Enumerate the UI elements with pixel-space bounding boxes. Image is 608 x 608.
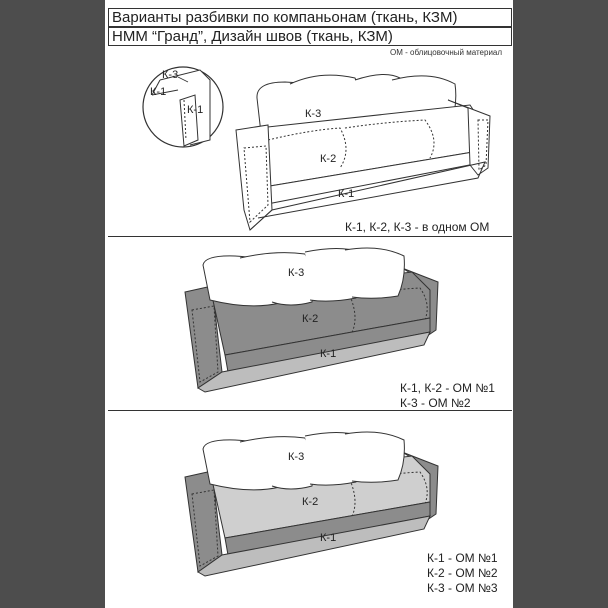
detail-k1b-label: К-1 (187, 104, 204, 116)
detail-k1a-label: К-1 (150, 86, 167, 98)
panel-3-caption-1: К-1 - ОМ №1 (427, 551, 498, 565)
seam-detail-circle (143, 67, 223, 147)
detail-k3-label: К-3 (162, 69, 179, 81)
p1-k1-label: К-1 (338, 188, 355, 200)
panel-2-caption-1: К-1, К-2 - ОМ №1 (400, 381, 495, 395)
p3-k2-label: К-2 (302, 496, 319, 508)
p2-k3-label: К-3 (288, 267, 305, 279)
panel-2-caption-2: К-3 - ОМ №2 (400, 396, 471, 410)
panel-3-caption-3: К-3 - ОМ №3 (427, 581, 498, 595)
diagram-title: Варианты разбивки по компаньонам (ткань, КЗМ) (108, 8, 512, 27)
panel-1-sofa (236, 74, 490, 230)
p1-k2-label: К-2 (320, 153, 337, 165)
p3-k3-label: К-3 (288, 451, 305, 463)
diagram-subtitle: НММ “Гранд”, Дизайн швов (ткань, КЗМ) (108, 27, 512, 46)
divider-2 (108, 410, 512, 411)
p3-k1-label: К-1 (320, 532, 337, 544)
material-note: ОМ - облицовочный материал (390, 48, 503, 57)
divider-1 (108, 236, 512, 237)
p2-k2-label: К-2 (302, 313, 319, 325)
panel-3-caption-2: К-2 - ОМ №2 (427, 566, 498, 580)
p2-k1-label: К-1 (320, 348, 337, 360)
panel-1-caption: К-1, К-2, К-3 - в одном ОМ (345, 220, 490, 234)
p1-k3-label: К-3 (305, 108, 322, 120)
